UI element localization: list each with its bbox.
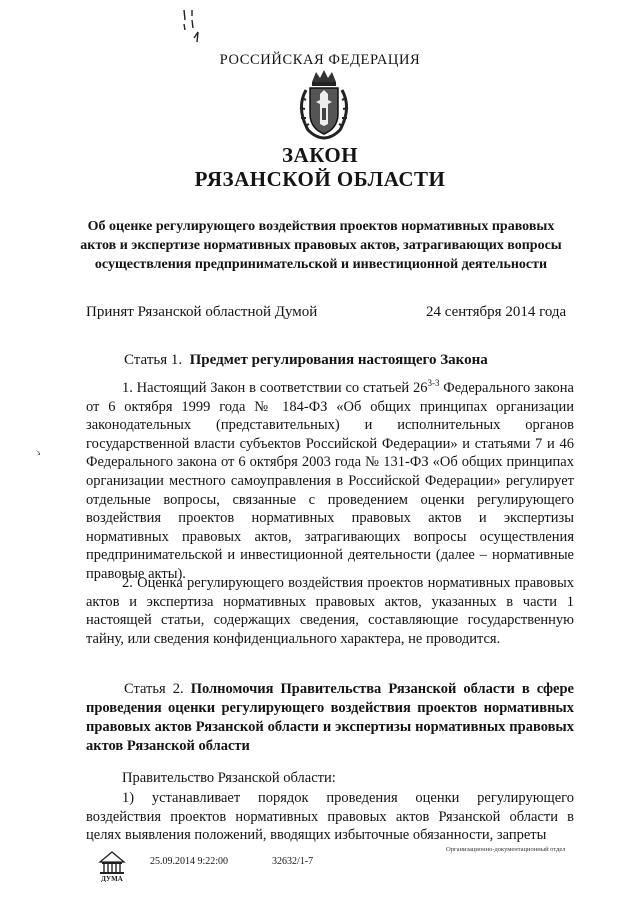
duma-logo-icon xyxy=(94,848,130,882)
article2-item1: 1) устанавливает порядок проведения оценки регулирующего воздействия проектов нормативных правовых актов Рязанской области в целях выявления положений, вводящих избыточные обязанности, запреты xyxy=(86,790,574,844)
article1-title: Предмет регулирования настоящего Закона xyxy=(189,352,488,368)
handwritten-marks xyxy=(180,8,210,48)
footer-datetime: 25.09.2014 9:22:00 xyxy=(150,856,229,867)
article2-label: Статья 2. xyxy=(124,681,184,697)
adopted-by: Принят Рязанской областной Думой xyxy=(86,304,318,320)
article2-heading xyxy=(86,680,574,756)
law-title-line2: РЯЗАНСКОЙ ОБЛАСТИ xyxy=(194,167,446,191)
article2-intro: Правительство Рязанской области: xyxy=(122,770,336,786)
article1-paragraph1 xyxy=(86,379,574,584)
article1-p1-start: 1. Настоящий Закон в соответствии со статьей 26 xyxy=(122,380,428,396)
law-subject: Об оценке регулирующего воздействия проектов нормативных правовых актов и экспертизе нормативных правовых актов, затрагивающих вопросы осуществления предпринимательской и инвестиционной деятельности xyxy=(80,219,562,272)
duma-logo-text: ДУМА xyxy=(101,875,123,882)
adoption-date: 24 сентября 2014 года xyxy=(426,304,567,320)
margin-mark: ゝ xyxy=(32,446,45,460)
article1-p1-superscript: 3-3 xyxy=(427,378,440,389)
article1-paragraph2: 2. Оценка регулирующего воздействия проектов нормативных правовых актов и экспертиза нормативных правовых актов, указанных в части 1 настоящей статьи, содержащих сведения, составляющие государственную тайну, или сведения конфиденциального характера, не проводится. xyxy=(86,575,574,647)
article2-title: Полномочия Правительства Рязанской области в сфере проведения оценки регулирующего воздействия проектов нормативных правовых актов Рязанской области и экспертизы нормативных правовых актов Рязанской области xyxy=(86,681,574,754)
law-title xyxy=(0,143,640,191)
article1-p1-rest: Федерального закона от 6 октября 1999 года № 184-ФЗ «Об общих принципах организации законодательных (представительных) и исполнительных органов государственной власти субъектов Российской Федерации» и статьями 7 и 46 Федерального закона от 6 октября 2003 года № 131-ФЗ «Об общих принципах организации местного самоуправления в Российской Федерации» регулирует отдельные вопросы, связанные с проведением оценки регулирующего воздействия проектов нормативных правовых актов и экспертизы нормативных правовых актов, затрагивающих вопросы осуществления предпринимательской и инвестиционной деятельности (далее – нормативные правовые акты). xyxy=(86,380,574,582)
department-stamp: Организационно-документационный отдел xyxy=(446,846,566,853)
federation-heading: РОССИЙСКАЯ ФЕДЕРАЦИЯ xyxy=(219,52,421,68)
ryazan-coat-of-arms-icon xyxy=(290,68,358,142)
footer-reg-number: 32632/1-7 xyxy=(272,856,314,867)
article1-label: Статья 1. xyxy=(124,352,183,368)
law-title-line1: ЗАКОН xyxy=(281,143,359,167)
article1-heading xyxy=(124,352,488,369)
